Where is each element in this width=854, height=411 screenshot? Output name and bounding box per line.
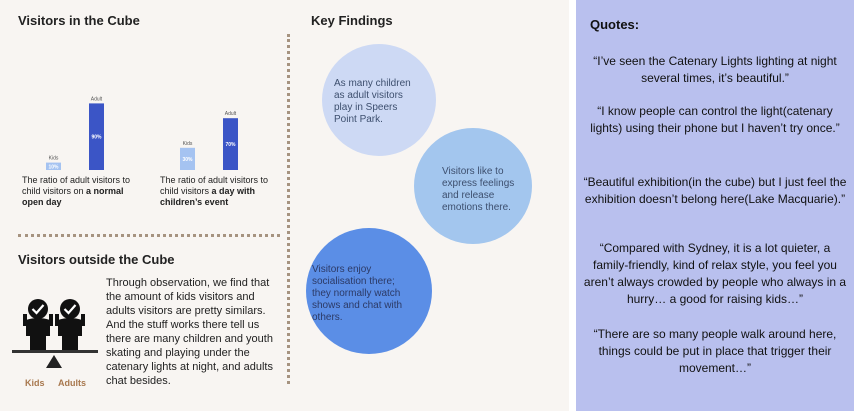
observation-text: Through observation, we find that the amount of kids visitors and adults visitors are pretty similars. And the stuff works there tell us there are many children and youth skating and playing under the catenary lights at night, and adults chat besides. [106, 277, 273, 387]
quote-2: “I know people can control the light(catenary lights) using their phone but I haven’t try once.” [590, 104, 840, 135]
visitors-cube-title: Visitors in the Cube [18, 13, 140, 28]
event-day-ratio-chart [174, 80, 254, 172]
visitors-outside-title: Visitors outside the Cube [18, 252, 175, 267]
data-label: 70% [225, 142, 236, 149]
category-label: Kids [48, 155, 59, 162]
quote-4: “Compared with Sydney, it is a lot quieter, a family-friendly, kind of relax style, you feel you aren’t always crowded by people who always in a hurry… a good for raising kids…” [583, 241, 847, 306]
balanced-people-icon [10, 292, 100, 374]
event-day-caption-text: The ratio of adult visitors to child visitors [160, 175, 269, 196]
quote-1: “I’ve seen the Catenary Lights lighting at night several times, it’s beautiful.” [593, 54, 837, 85]
finding-text-3: Visitors enjoy socialisation there; they normally watch shows and chat with others. [312, 264, 403, 323]
event-day-caption [160, 175, 278, 208]
event-day-caption-bold: a day with children’s event [160, 186, 256, 207]
category-label: Adult [224, 111, 237, 118]
adults-label: Adults [58, 378, 86, 388]
data-label: 90% [91, 134, 102, 141]
kids-label: Kids [25, 378, 45, 388]
normal-day-caption-text: The ratio of adult visitors to child visitors on [22, 175, 131, 196]
normal-day-caption [22, 175, 140, 208]
normal-day-ratio-chart [40, 80, 120, 172]
horizontal-divider [18, 234, 280, 237]
quote-3: “Beautiful exhibition(in the cube) but I just feel the exhibition doesn’t belong here(Lake Macquarie).” [583, 175, 847, 206]
category-label: Adult [90, 96, 103, 103]
category-label: Kids [182, 140, 193, 147]
quote-5: “There are so many people walk around here, things could be put in place that trigger their movement…” [593, 327, 837, 375]
normal-day-caption-bold: a normal open day [22, 186, 124, 207]
quotes-title: Quotes: [590, 17, 640, 32]
key-findings-title: Key Findings [311, 13, 393, 28]
data-label: 10% [48, 164, 59, 171]
data-label: 30% [182, 156, 193, 163]
finding-text-1: As many children as adult visitors play in Speers Point Park. [334, 78, 411, 125]
vertical-divider [287, 34, 290, 384]
finding-text-2: Visitors like to express feelings and release emotions there. [442, 166, 515, 213]
